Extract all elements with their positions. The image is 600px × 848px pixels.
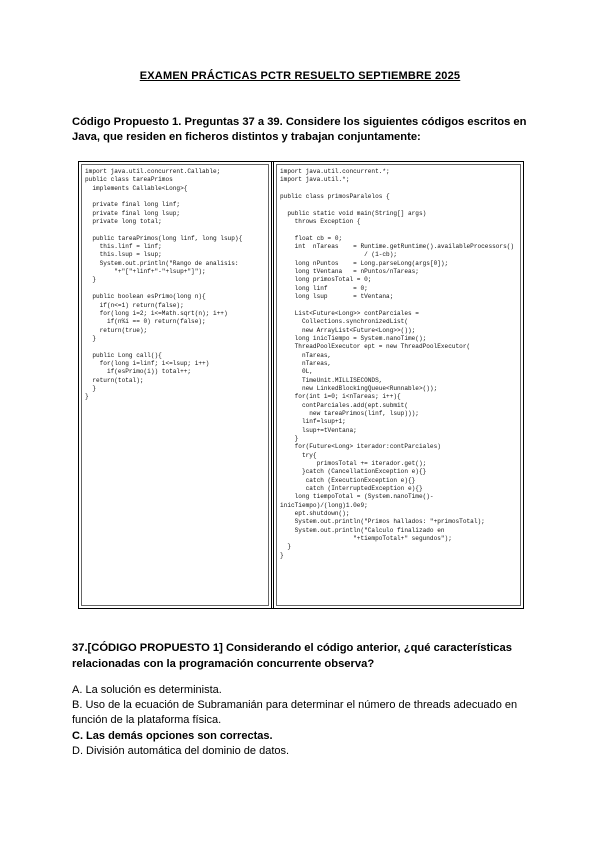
code-column-left bbox=[79, 162, 272, 608]
code-column-right bbox=[273, 162, 523, 608]
code-box bbox=[78, 161, 524, 609]
option-d: D. División automática del dominio de datos. bbox=[72, 744, 290, 757]
intro-text: Código Propuesto 1. Preguntas 37 a 39. Considere los siguientes códigos escritos en Java, que residen en ficheros distintos y trabajan conjuntamente: bbox=[72, 116, 527, 143]
code-frame-left bbox=[81, 164, 269, 606]
exam-title: EXAMEN PRÁCTICAS PCTR RESUELTO SEPTIEMBRE 2025 bbox=[139, 70, 461, 82]
option-c: C. Las demás opciones son correctas. bbox=[72, 729, 273, 742]
question-37: 37.[CÓDIGO PROPUESTO 1] Considerando el código anterior, ¿qué características relacionadas con la programación concurrente observa? bbox=[72, 642, 512, 670]
code-primos-paralelos: import java.util.concurrent.*; import java.util.*; public class primosParalelos { public static void main(String[] args) throws Exception { float cb = 0; int nTareas = Runtime.getRuntime().availableProcessors() / (1-cb); long nPuntos = Long.parseLong(args[0]); long tVentana = nPuntos/nTareas; long primosTotal = 0; long linf = 0; long lsup = tVentana; List<Future<Long>> contParciales = Collections.synchronizedList( new ArrayList<Future<Long>>()); long inicTiempo = System.nanoTime(); ThreadPoolExecutor ept = new ThreadPoolExecutor( nTareas, nTareas, 0L, TimeUnit.MILLISECONDS, new LinkedBlockingQueue<Runnable>()); for(int i=0; i<nTareas; i++){ contParciales.add(ept.submit( new tareaPrimos(linf, lsup))); linf=lsup+1; lsup+=tVentana; } for(Future<Long> iterador:contParciales) try{ primosTotal += iterador.get(); }catch (CancellationException e){} catch (ExecutionException e){} catch (InterruptedException e){} long tiempoTotal = (System.nanoTime()- inicTiempo)/(long)1.0e9; ept.shutdown(); System.out.println("Primos hallados: "+primosTotal); System.out.println("Calculo finalizado en "+tiempoTotal+" segundos"); } } bbox=[280, 168, 515, 559]
answer-options bbox=[72, 683, 552, 759]
code-tarea-primos: import java.util.concurrent.Callable; public class tareaPrimos implements Callable<Long>{ private final long linf; private final long lsup; private long total; public tareaPrimos(long linf, long lsup){ this.linf = linf; this.lsup = lsup; System.out.println("Rango de analisis: "+"["+linf+"-"+lsup+"]"); } public boolean esPrimo(long n){ if(n<=1) return(false); for(long i=2; i<=Math.sqrt(n); i++) if(n%i == 0) return(false); return(true); } public Long call(){ for(long i=linf; i<=lsup; i++) if(esPrimo(i)) total++; return(total); } } bbox=[85, 168, 243, 401]
code-frame-right bbox=[276, 164, 521, 606]
option-a: A. La solución es determinista. bbox=[72, 684, 222, 696]
option-b: B. Uso de la ecuación de Subramanián para determinar el número de threads adecuado en función de la plataforma física. bbox=[72, 699, 518, 727]
